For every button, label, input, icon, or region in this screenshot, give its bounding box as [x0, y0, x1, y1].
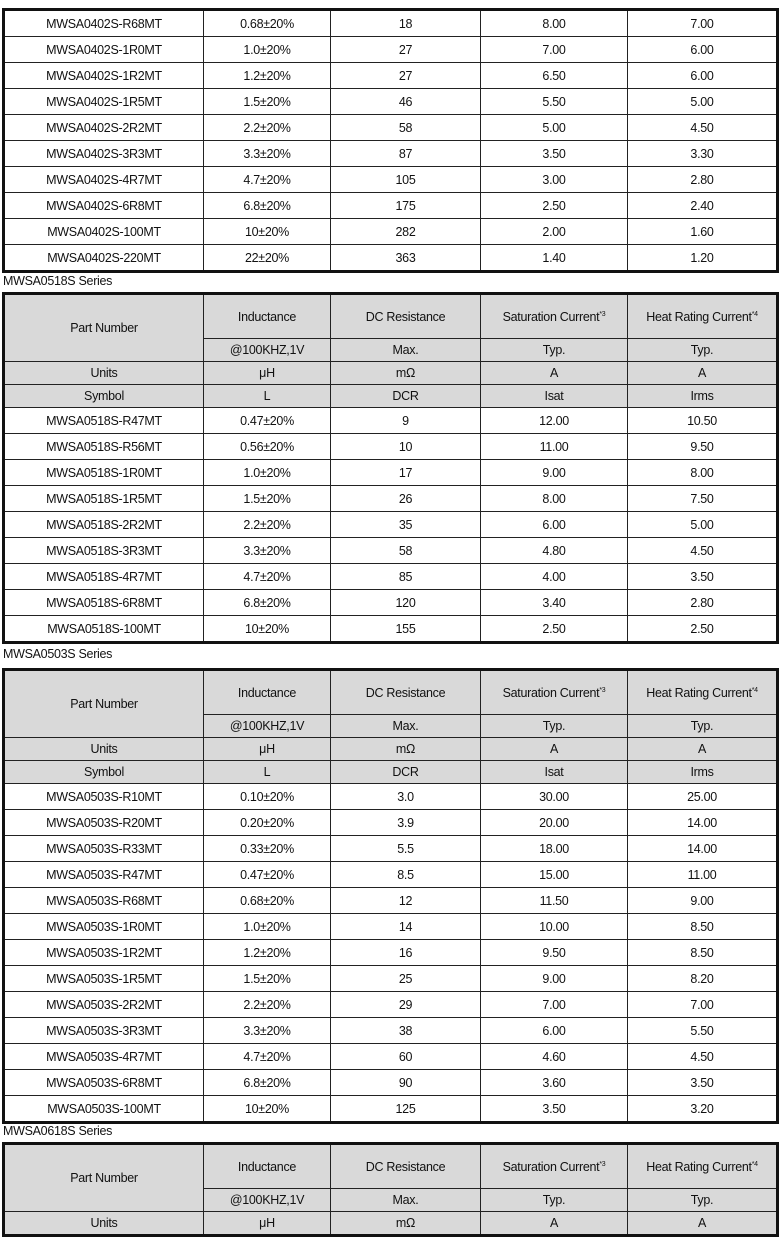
condition-cell: @100KHZ,1V: [204, 1189, 331, 1212]
table-row: [4, 616, 778, 643]
table-row: [4, 63, 778, 89]
dcr-cell: 155: [331, 616, 481, 643]
unit-cell: μH: [204, 362, 331, 385]
part-number-cell: MWSA0402S-6R8MT: [4, 193, 204, 219]
dcr-cell: 175: [331, 193, 481, 219]
units-label: Units: [4, 1212, 204, 1236]
symbol-cell: Isat: [481, 385, 628, 408]
saturation-current-header-label: Saturation Current: [502, 685, 600, 700]
irms-cell: 3.20: [628, 1096, 778, 1123]
isat-cell: 3.60: [481, 1070, 628, 1096]
units-label: Units: [4, 738, 204, 761]
inductance-header: Inductance: [204, 294, 331, 339]
dcr-cell: 16: [331, 940, 481, 966]
spec-table-0: [2, 8, 779, 273]
isat-cell: 4.00: [481, 564, 628, 590]
part-number-cell: MWSA0503S-1R2MT: [4, 940, 204, 966]
header-row: [4, 1144, 778, 1189]
inductance-cell: 0.68±20%: [204, 888, 331, 914]
irms-cell: 4.50: [628, 538, 778, 564]
dcr-cell: 87: [331, 141, 481, 167]
part-number-cell: MWSA0518S-R56MT: [4, 434, 204, 460]
irms-cell: 5.00: [628, 89, 778, 115]
spec-table-2: [2, 668, 779, 1124]
spec-table-1: [2, 292, 779, 644]
dcr-cell: 27: [331, 63, 481, 89]
symbol-row: [4, 385, 778, 408]
footnote-mark: *3: [599, 1160, 606, 1168]
irms-cell: 2.40: [628, 193, 778, 219]
inductance-cell: 1.5±20%: [204, 486, 331, 512]
irms-cell: 11.00: [628, 862, 778, 888]
part-number-cell: MWSA0518S-4R7MT: [4, 564, 204, 590]
condition-cell: @100KHZ,1V: [204, 339, 331, 362]
dcr-cell: 60: [331, 1044, 481, 1070]
dc-resistance-header: DC Resistance: [331, 294, 481, 339]
irms-cell: 2.80: [628, 590, 778, 616]
dcr-cell: 29: [331, 992, 481, 1018]
unit-cell: A: [628, 362, 778, 385]
saturation-current-header: [481, 294, 628, 339]
inductance-cell: 2.2±20%: [204, 115, 331, 141]
symbol-cell: L: [204, 385, 331, 408]
table-row: [4, 862, 778, 888]
table-row: [4, 836, 778, 862]
irms-cell: 7.50: [628, 486, 778, 512]
saturation-current-header-label: Saturation Current: [502, 309, 600, 324]
irms-cell: 14.00: [628, 836, 778, 862]
footnote-mark: *4: [751, 1160, 758, 1168]
condition-cell: Max.: [331, 715, 481, 738]
irms-cell: 6.00: [628, 63, 778, 89]
part-number-cell: MWSA0402S-4R7MT: [4, 167, 204, 193]
inductance-cell: 6.8±20%: [204, 1070, 331, 1096]
dcr-cell: 105: [331, 167, 481, 193]
table-row: [4, 460, 778, 486]
part-number-cell: MWSA0503S-R33MT: [4, 836, 204, 862]
inductance-cell: 10±20%: [204, 616, 331, 643]
dcr-cell: 8.5: [331, 862, 481, 888]
symbol-cell: DCR: [331, 385, 481, 408]
condition-cell: Typ.: [481, 715, 628, 738]
heat-rating-current-header: [628, 670, 778, 715]
irms-cell: 8.50: [628, 914, 778, 940]
table-row: [4, 888, 778, 914]
dcr-cell: 58: [331, 115, 481, 141]
part-number-cell: MWSA0518S-100MT: [4, 616, 204, 643]
unit-cell: A: [481, 738, 628, 761]
dcr-cell: 282: [331, 219, 481, 245]
table-row: [4, 486, 778, 512]
irms-cell: 3.30: [628, 141, 778, 167]
condition-cell: Typ.: [481, 339, 628, 362]
table-row: [4, 245, 778, 272]
part-number-cell: MWSA0503S-100MT: [4, 1096, 204, 1123]
irms-cell: 8.20: [628, 966, 778, 992]
dcr-cell: 9: [331, 408, 481, 434]
part-number-cell: MWSA0503S-1R5MT: [4, 966, 204, 992]
isat-cell: 30.00: [481, 784, 628, 810]
inductance-cell: 3.3±20%: [204, 141, 331, 167]
unit-cell: mΩ: [331, 738, 481, 761]
dcr-cell: 27: [331, 37, 481, 63]
part-number-cell: MWSA0402S-2R2MT: [4, 115, 204, 141]
part-number-cell: MWSA0503S-1R0MT: [4, 914, 204, 940]
symbol-cell: DCR: [331, 761, 481, 784]
condition-cell: Typ.: [628, 1189, 778, 1212]
table-row: [4, 193, 778, 219]
spec-table-3: [2, 1142, 779, 1237]
irms-cell: 10.50: [628, 408, 778, 434]
inductance-cell: 1.2±20%: [204, 63, 331, 89]
inductance-cell: 1.0±20%: [204, 460, 331, 486]
table-row: [4, 434, 778, 460]
irms-cell: 9.50: [628, 434, 778, 460]
isat-cell: 2.50: [481, 193, 628, 219]
table-row: [4, 1096, 778, 1123]
inductance-header: Inductance: [204, 670, 331, 715]
irms-cell: 4.50: [628, 115, 778, 141]
part-number-cell: MWSA0402S-1R5MT: [4, 89, 204, 115]
inductance-cell: 22±20%: [204, 245, 331, 272]
dcr-cell: 14: [331, 914, 481, 940]
part-number-header: Part Number: [4, 1144, 204, 1212]
condition-cell: Max.: [331, 1189, 481, 1212]
dcr-cell: 17: [331, 460, 481, 486]
dcr-cell: 26: [331, 486, 481, 512]
table-row: [4, 784, 778, 810]
irms-cell: 2.80: [628, 167, 778, 193]
footnote-mark: *3: [599, 686, 606, 694]
isat-cell: 11.00: [481, 434, 628, 460]
irms-cell: 3.50: [628, 564, 778, 590]
isat-cell: 3.40: [481, 590, 628, 616]
inductance-cell: 1.5±20%: [204, 966, 331, 992]
table-row: [4, 219, 778, 245]
irms-cell: 8.50: [628, 940, 778, 966]
units-row: [4, 362, 778, 385]
table-row: [4, 940, 778, 966]
header-row: [4, 294, 778, 339]
part-number-cell: MWSA0402S-1R2MT: [4, 63, 204, 89]
series-title: MWSA0618S Series: [3, 1124, 113, 1138]
table-row: [4, 1070, 778, 1096]
dcr-cell: 25: [331, 966, 481, 992]
part-number-cell: MWSA0402S-R68MT: [4, 10, 204, 37]
irms-cell: 4.50: [628, 1044, 778, 1070]
irms-cell: 6.00: [628, 37, 778, 63]
dcr-cell: 10: [331, 434, 481, 460]
table-row: [4, 167, 778, 193]
isat-cell: 5.00: [481, 115, 628, 141]
isat-cell: 5.50: [481, 89, 628, 115]
inductance-cell: 0.47±20%: [204, 862, 331, 888]
irms-cell: 8.00: [628, 460, 778, 486]
heat-rating-current-header-label: Heat Rating Current: [646, 1159, 752, 1174]
irms-cell: 5.00: [628, 512, 778, 538]
heat-rating-current-header-label: Heat Rating Current: [646, 685, 752, 700]
part-number-cell: MWSA0518S-1R0MT: [4, 460, 204, 486]
part-number-cell: MWSA0503S-4R7MT: [4, 1044, 204, 1070]
unit-cell: mΩ: [331, 362, 481, 385]
isat-cell: 8.00: [481, 486, 628, 512]
irms-cell: 9.00: [628, 888, 778, 914]
part-number-cell: MWSA0402S-100MT: [4, 219, 204, 245]
isat-cell: 2.00: [481, 219, 628, 245]
units-label: Units: [4, 362, 204, 385]
irms-cell: 14.00: [628, 810, 778, 836]
inductance-header: Inductance: [204, 1144, 331, 1189]
dcr-cell: 3.9: [331, 810, 481, 836]
irms-cell: 2.50: [628, 616, 778, 643]
unit-cell: A: [628, 1212, 778, 1236]
condition-cell: @100KHZ,1V: [204, 715, 331, 738]
isat-cell: 9.50: [481, 940, 628, 966]
irms-cell: 1.20: [628, 245, 778, 272]
inductance-cell: 3.3±20%: [204, 538, 331, 564]
dcr-cell: 120: [331, 590, 481, 616]
inductance-cell: 3.3±20%: [204, 1018, 331, 1044]
inductance-cell: 4.7±20%: [204, 1044, 331, 1070]
inductance-cell: 10±20%: [204, 1096, 331, 1123]
dcr-cell: 35: [331, 512, 481, 538]
part-number-cell: MWSA0402S-220MT: [4, 245, 204, 272]
symbol-label: Symbol: [4, 385, 204, 408]
table-row: [4, 992, 778, 1018]
symbol-cell: Isat: [481, 761, 628, 784]
inductance-cell: 0.47±20%: [204, 408, 331, 434]
heat-rating-current-header: [628, 1144, 778, 1189]
dcr-cell: 38: [331, 1018, 481, 1044]
part-number-cell: MWSA0518S-6R8MT: [4, 590, 204, 616]
table-row: [4, 810, 778, 836]
dcr-cell: 363: [331, 245, 481, 272]
condition-cell: Max.: [331, 339, 481, 362]
part-number-cell: MWSA0518S-R47MT: [4, 408, 204, 434]
condition-cell: Typ.: [481, 1189, 628, 1212]
irms-cell: 7.00: [628, 10, 778, 37]
footnote-mark: *3: [599, 310, 606, 318]
isat-cell: 3.00: [481, 167, 628, 193]
footnote-mark: *4: [751, 310, 758, 318]
unit-cell: A: [481, 362, 628, 385]
series-title: MWSA0518S Series: [3, 274, 113, 288]
inductance-cell: 6.8±20%: [204, 590, 331, 616]
units-row: [4, 1212, 778, 1236]
part-number-cell: MWSA0503S-R47MT: [4, 862, 204, 888]
unit-cell: A: [481, 1212, 628, 1236]
table-row: [4, 1044, 778, 1070]
part-number-header: Part Number: [4, 670, 204, 738]
condition-cell: Typ.: [628, 715, 778, 738]
symbol-cell: Irms: [628, 761, 778, 784]
inductance-cell: 0.33±20%: [204, 836, 331, 862]
isat-cell: 6.00: [481, 512, 628, 538]
table-row: [4, 10, 778, 37]
isat-cell: 3.50: [481, 141, 628, 167]
isat-cell: 15.00: [481, 862, 628, 888]
inductance-cell: 1.5±20%: [204, 89, 331, 115]
inductance-cell: 0.68±20%: [204, 10, 331, 37]
isat-cell: 7.00: [481, 992, 628, 1018]
unit-cell: A: [628, 738, 778, 761]
dcr-cell: 85: [331, 564, 481, 590]
part-number-cell: MWSA0503S-6R8MT: [4, 1070, 204, 1096]
table-row: [4, 538, 778, 564]
header-row: [4, 670, 778, 715]
table-row: [4, 590, 778, 616]
table-row: [4, 408, 778, 434]
inductance-cell: 1.0±20%: [204, 37, 331, 63]
saturation-current-header: [481, 1144, 628, 1189]
symbol-cell: L: [204, 761, 331, 784]
isat-cell: 1.40: [481, 245, 628, 272]
part-number-cell: MWSA0402S-1R0MT: [4, 37, 204, 63]
isat-cell: 3.50: [481, 1096, 628, 1123]
saturation-current-header-label: Saturation Current: [502, 1159, 600, 1174]
part-number-cell: MWSA0518S-3R3MT: [4, 538, 204, 564]
isat-cell: 9.00: [481, 460, 628, 486]
inductance-cell: 0.56±20%: [204, 434, 331, 460]
dcr-cell: 3.0: [331, 784, 481, 810]
isat-cell: 20.00: [481, 810, 628, 836]
part-number-cell: MWSA0402S-3R3MT: [4, 141, 204, 167]
isat-cell: 10.00: [481, 914, 628, 940]
isat-cell: 6.50: [481, 63, 628, 89]
dc-resistance-header: DC Resistance: [331, 670, 481, 715]
inductance-cell: 4.7±20%: [204, 167, 331, 193]
table-row: [4, 512, 778, 538]
part-number-cell: MWSA0503S-R20MT: [4, 810, 204, 836]
inductance-cell: 2.2±20%: [204, 512, 331, 538]
part-number-cell: MWSA0503S-3R3MT: [4, 1018, 204, 1044]
unit-cell: mΩ: [331, 1212, 481, 1236]
isat-cell: 4.80: [481, 538, 628, 564]
isat-cell: 4.60: [481, 1044, 628, 1070]
dcr-cell: 12: [331, 888, 481, 914]
part-number-header: Part Number: [4, 294, 204, 362]
part-number-cell: MWSA0503S-R68MT: [4, 888, 204, 914]
saturation-current-header: [481, 670, 628, 715]
inductance-cell: 4.7±20%: [204, 564, 331, 590]
part-number-cell: MWSA0503S-2R2MT: [4, 992, 204, 1018]
table-row: [4, 37, 778, 63]
isat-cell: 12.00: [481, 408, 628, 434]
table-row: [4, 1018, 778, 1044]
series-title: MWSA0503S Series: [3, 647, 113, 661]
dcr-cell: 5.5: [331, 836, 481, 862]
heat-rating-current-header-label: Heat Rating Current: [646, 309, 752, 324]
isat-cell: 18.00: [481, 836, 628, 862]
symbol-row: [4, 761, 778, 784]
symbol-cell: Irms: [628, 385, 778, 408]
table-row: [4, 966, 778, 992]
symbol-label: Symbol: [4, 761, 204, 784]
dc-resistance-header: DC Resistance: [331, 1144, 481, 1189]
units-row: [4, 738, 778, 761]
inductance-cell: 0.20±20%: [204, 810, 331, 836]
unit-cell: μH: [204, 738, 331, 761]
heat-rating-current-header: [628, 294, 778, 339]
irms-cell: 3.50: [628, 1070, 778, 1096]
irms-cell: 1.60: [628, 219, 778, 245]
inductance-cell: 1.0±20%: [204, 914, 331, 940]
isat-cell: 8.00: [481, 10, 628, 37]
dcr-cell: 58: [331, 538, 481, 564]
part-number-cell: MWSA0518S-1R5MT: [4, 486, 204, 512]
dcr-cell: 125: [331, 1096, 481, 1123]
inductance-cell: 2.2±20%: [204, 992, 331, 1018]
dcr-cell: 46: [331, 89, 481, 115]
isat-cell: 7.00: [481, 37, 628, 63]
table-row: [4, 564, 778, 590]
inductance-cell: 6.8±20%: [204, 193, 331, 219]
footnote-mark: *4: [751, 686, 758, 694]
isat-cell: 2.50: [481, 616, 628, 643]
inductance-cell: 1.2±20%: [204, 940, 331, 966]
condition-cell: Typ.: [628, 339, 778, 362]
part-number-cell: MWSA0518S-2R2MT: [4, 512, 204, 538]
unit-cell: μH: [204, 1212, 331, 1236]
isat-cell: 6.00: [481, 1018, 628, 1044]
dcr-cell: 90: [331, 1070, 481, 1096]
inductance-cell: 0.10±20%: [204, 784, 331, 810]
isat-cell: 11.50: [481, 888, 628, 914]
isat-cell: 9.00: [481, 966, 628, 992]
dcr-cell: 18: [331, 10, 481, 37]
irms-cell: 5.50: [628, 1018, 778, 1044]
irms-cell: 25.00: [628, 784, 778, 810]
table-row: [4, 89, 778, 115]
irms-cell: 7.00: [628, 992, 778, 1018]
inductance-cell: 10±20%: [204, 219, 331, 245]
table-row: [4, 914, 778, 940]
table-row: [4, 141, 778, 167]
table-row: [4, 115, 778, 141]
part-number-cell: MWSA0503S-R10MT: [4, 784, 204, 810]
